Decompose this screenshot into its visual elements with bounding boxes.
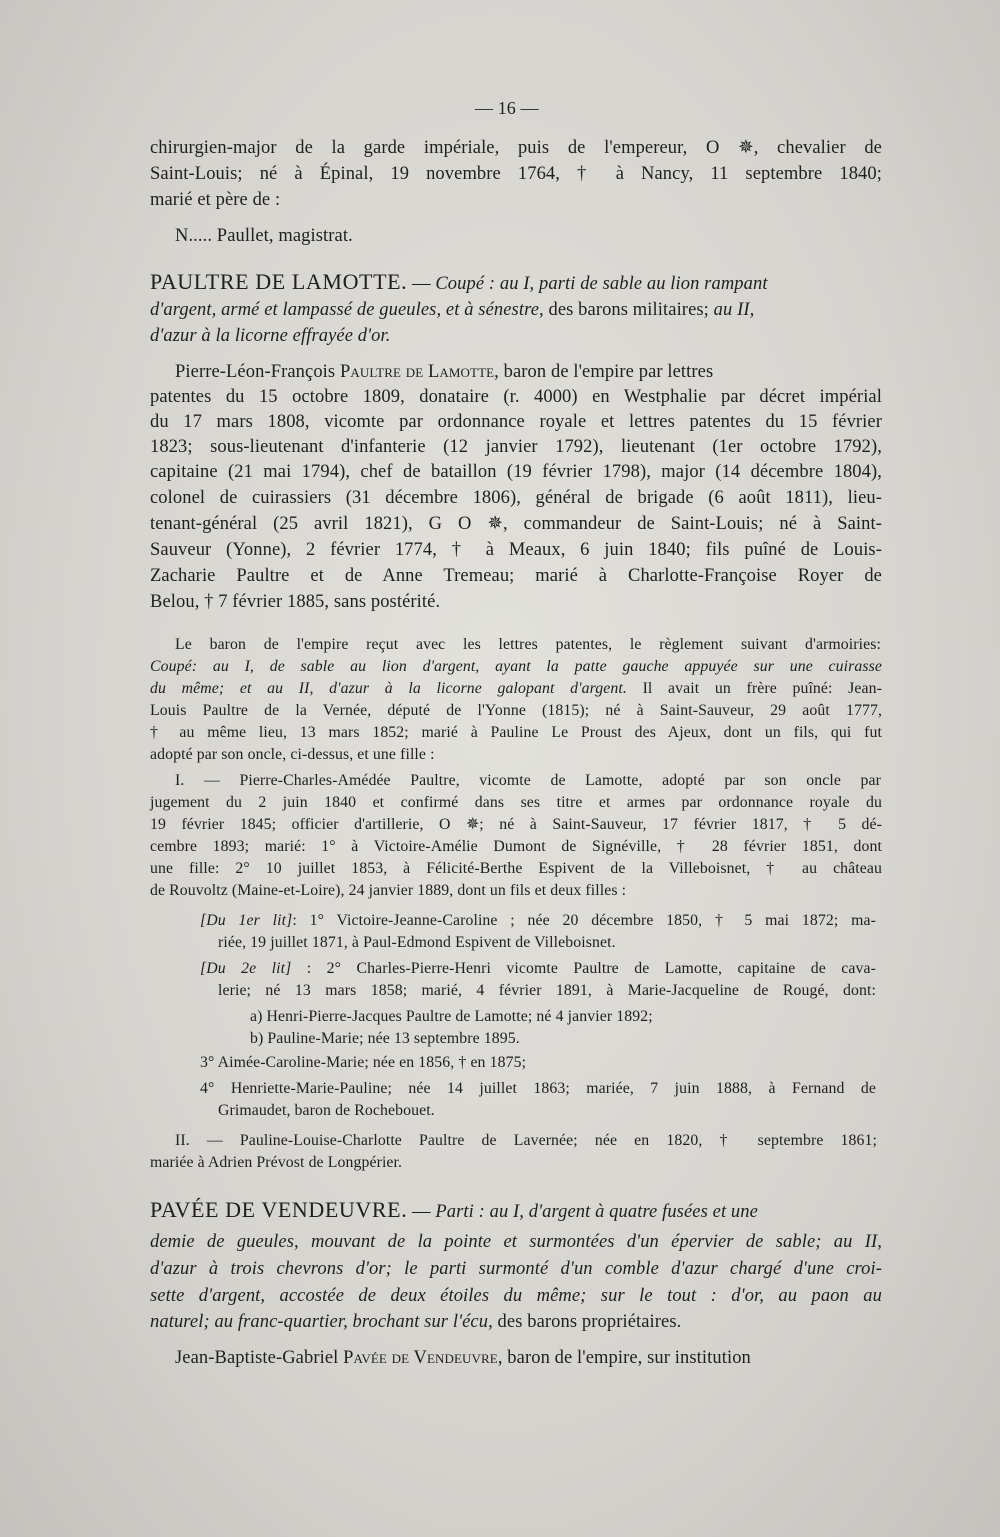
blazon-line: d'azur à trois chevrons d'or; le parti surmonté d'un comble d'azur chargé d'une croi-	[150, 1259, 882, 1279]
text-line: Louis Paultre de la Vernée, député de l'Yonne (1815); né à Saint-Sauveur, 29 août 1777,	[150, 702, 882, 719]
lineage-marker: [Du 1er lit]	[200, 912, 293, 929]
text-line: tenant-général (25 avril 1821), G O ✵, commandeur de Saint-Louis; né à Saint-	[150, 514, 882, 534]
text-span: Il avait un frère puîné: Jean-	[626, 680, 882, 697]
text-line: chirurgien-major de la garde impériale, puis de l'empereur, O ✵, chevalier de	[150, 138, 882, 158]
lineage-marker: [Du 2e lit]	[200, 960, 292, 977]
text-line	[175, 360, 713, 384]
text-span: Jean-Baptiste-Gabriel	[175, 1348, 344, 1368]
text-line: lerie; né 13 mars 1858; marié, 4 février 1891, à Marie-Jacqueline de Rougé, dont:	[218, 982, 876, 999]
text-line: une fille: 2° 10 juillet 1853, à Félicité-Berthe Espivent de la Villeboisnet, † au château	[150, 860, 882, 877]
text-line: du 17 mars 1808, vicomte par ordonnance royale et lettres patentes du 15 février	[150, 412, 882, 432]
blazon-text: d'argent, armé et lampassé de gueules, et à sénestre,	[150, 300, 544, 320]
text-line: 19 février 1845; officier d'artillerie, O ✵; né à Saint-Sauveur, 17 février 1817, † 5 dé-	[150, 816, 882, 833]
text-span: Pierre-Léon-François	[175, 362, 340, 382]
text-span: : 2° Charles-Pierre-Henri vicomte Paultre de Lamotte, capitaine de cava-	[291, 960, 876, 977]
blazon-line: Coupé: au I, de sable au lion d'argent, ayant la patte gauche appuyée sur une cuirasse	[150, 658, 882, 675]
text-line: I. — Pierre-Charles-Amédée Paultre, vicomte de Lamotte, adopté par son oncle par	[175, 772, 881, 789]
text-line: colonel de cuirassiers (31 décembre 1806), général de brigade (6 août 1811), lieu-	[150, 488, 882, 508]
text-line	[150, 298, 754, 322]
person-name: Pavée de Vendeuvre	[343, 1348, 498, 1368]
text-line: b) Pauline-Marie; née 13 septembre 1895.	[250, 1030, 520, 1047]
blazon-text: du même; et au II, d'azur à la licorne galopant d'argent.	[150, 680, 627, 697]
page-number: — 16 —	[475, 98, 539, 118]
entry-heading-line	[150, 1198, 758, 1224]
text-line: Belou, † 7 février 1885, sans postérité.	[150, 592, 441, 612]
blazon-text: Parti : au I, d'argent à quatre fusées et une	[435, 1202, 758, 1222]
blazon-line: d'azur à la licorne effrayée d'or.	[150, 326, 391, 346]
text-span: , baron de l'empire, sur institution	[497, 1348, 751, 1368]
text-line: de Rouvoltz (Maine-et-Loire), 24 janvier 1889, dont un fils et deux filles :	[150, 882, 627, 899]
text-line: mariée à Adrien Prévost de Longpérier.	[150, 1154, 403, 1171]
text-line: Grimaudet, baron de Rochebouet.	[218, 1102, 435, 1119]
text-line: cembre 1893; marié: 1° à Victoire-Amélie Dumont de Signéville, † 28 février 1851, dont	[150, 838, 882, 855]
text-line: II. — Pauline-Louise-Charlotte Paultre de Lavernée; née en 1820, † septembre 1861;	[175, 1132, 877, 1149]
text-line: Zacharie Paultre et de Anne Tremeau; marié à Charlotte-Françoise Royer de	[150, 566, 882, 586]
text-line: 4° Henriette-Marie-Pauline; née 14 juillet 1863; mariée, 7 juin 1888, à Fernand de	[200, 1080, 876, 1097]
text-line: Le baron de l'empire reçut avec les lettres patentes, le règlement suivant d'armoiries:	[175, 636, 881, 653]
text-line: a) Henri-Pierre-Jacques Paultre de Lamotte; né 4 janvier 1892;	[250, 1008, 653, 1025]
text-line: 3° Aimée-Caroline-Marie; née en 1856, † en 1875;	[200, 1054, 527, 1071]
text-line: jugement du 2 juin 1840 et confirmé dans ses titre et armes par ordonnance royale du	[150, 794, 882, 811]
text-line: † au même lieu, 13 mars 1852; marié à Pauline Le Proust des Ajeux, dont un fils, qui fut	[150, 724, 882, 741]
text-line	[200, 958, 876, 980]
text-span: : 1° Victoire-Jeanne-Caroline ; née 20 décembre 1850, † 5 mai 1872; ma-	[292, 912, 876, 929]
text-span: —	[407, 274, 436, 294]
blazon-line: sette d'argent, accostée de deux étoiles du même; sur le tout : d'or, au paon au	[150, 1286, 882, 1306]
text-line	[200, 910, 876, 932]
text-line: patentes du 15 octobre 1809, donataire (r. 4000) en Westphalie par décret impérial	[150, 387, 882, 407]
person-name: Paultre de Lamotte	[339, 362, 495, 382]
entry-name: PAVÉE DE VENDEUVRE.	[150, 1197, 408, 1222]
entry-heading-line	[150, 270, 768, 296]
text-span: des barons militaires;	[543, 300, 714, 320]
text-span: des barons propriétaires.	[492, 1312, 682, 1332]
text-line: Saint-Louis; né à Épinal, 19 novembre 1764, † à Nancy, 11 septembre 1840;	[150, 164, 882, 184]
text-span: , baron de l'empire par lettres	[494, 362, 714, 382]
entry-name: PAULTRE DE LAMOTTE.	[150, 269, 408, 294]
text-line: riée, 19 juillet 1871, à Paul-Edmond Espivent de Villeboisnet.	[218, 934, 616, 951]
blazon-line: demie de gueules, mouvant de la pointe et surmontées d'un épervier de sable; au II,	[150, 1232, 882, 1252]
blazon-text: Coupé : au I, parti de sable au lion rampant	[435, 274, 768, 294]
text-line: capitaine (21 mai 1794), chef de bataillon (19 février 1798), major (14 décembre 1804),	[150, 462, 882, 482]
text-line: Sauveur (Yonne), 2 février 1774, † à Meaux, 6 juin 1840; fils puîné de Louis-	[150, 540, 882, 560]
text-line: N..... Paullet, magistrat.	[175, 226, 353, 246]
text-line: marié et père de :	[150, 190, 281, 210]
text-line	[175, 1346, 751, 1370]
blazon-text: naturel; au franc-quartier, brochant sur l'écu,	[150, 1312, 493, 1332]
text-line: 1823; sous-lieutenant d'infanterie (12 janvier 1792), lieutenant (1er octobre 1792),	[150, 437, 882, 457]
text-line: adopté par son oncle, ci-dessus, et une fille :	[150, 746, 435, 763]
text-line	[150, 1310, 681, 1334]
text-line	[150, 678, 882, 700]
blazon-text: au II,	[713, 300, 755, 320]
text-span: —	[407, 1202, 436, 1222]
